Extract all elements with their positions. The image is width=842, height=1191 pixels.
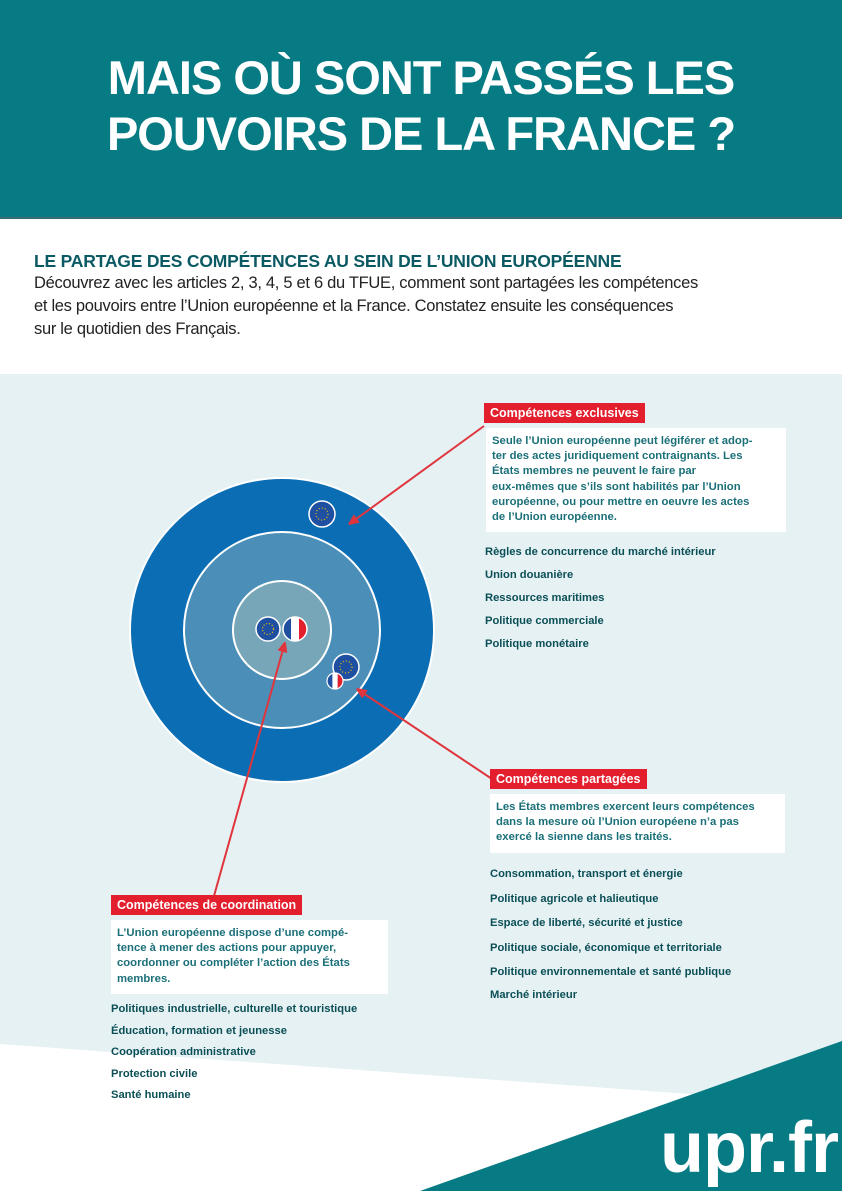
list-item: Santé humaine [111,1089,191,1101]
desc-line: coordonner ou compléter l’action des États [117,957,350,970]
list-item: Politique commerciale [485,615,604,627]
coordination-list [111,1003,357,1111]
eu-flag-icon [256,617,280,641]
exclusive-list [485,546,716,661]
list-item: Politique agricole et halieutique [490,893,659,905]
list-item: Consommation, transport et énergie [490,868,683,880]
desc-line: de l’Union européenne. [492,511,617,524]
desc-line: L’Union européenne dispose d’une compé- [117,927,348,939]
exclusive-label: Compétences exclusives [484,403,645,423]
list-item: Coopération administrative [111,1046,256,1058]
intro-line-3: sur le quotidien des Français. [34,320,241,338]
list-item: Politique monétaire [485,638,589,650]
coordination-description [111,920,388,994]
list-item: Union douanière [485,569,574,581]
title-line-1: MAIS OÙ SONT PASSÉS LES [107,51,735,104]
eu-flag-icon [309,501,335,527]
france-flag-icon [327,673,343,689]
intro-heading: LE PARTAGE DES COMPÉTENCES AU SEIN DE L’UNION EUROPÉENNE [34,251,622,271]
title-line-2: POUVOIRS DE LA FRANCE ? [106,107,736,160]
desc-line: eux-mêmes que s’ils sont habilités par l’Union [492,480,741,493]
desc-line: membres. [117,972,171,985]
intro-line-1: Découvrez avec les articles 2, 3, 4, 5 et 6 du TFUE, comment sont partagées les compétences [34,274,698,292]
desc-line: dans la mesure où l’Union européene n’a pas [496,816,739,829]
list-item: Règles de concurrence du marché intérieur [485,546,716,558]
desc-line: Seule l’Union européenne peut légiférer et adop- [492,435,753,447]
desc-line: ter des actes juridiquement contraignants. Les [492,450,743,463]
list-item: Espace de liberté, sécurité et justice [490,917,683,929]
intro-line-2: et les pouvoirs entre l’Union européenne et la France. Constatez ensuite les conséquences [34,297,674,315]
arrow-exclusive [352,426,484,522]
list-item: Marché intérieur [490,989,578,1001]
inner-ring-coordination [233,581,331,679]
desc-line: européenne, ou pour mettre en oeuvre les actes [492,495,750,508]
list-item: Éducation, formation et jeunesse [111,1024,287,1037]
list-item: Politiques industrielle, culturelle et touristique [111,1003,358,1015]
list-item: Ressources maritimes [485,592,605,604]
desc-line: tence à mener des actions pour appuyer, [117,942,337,955]
shared-list [490,868,731,1012]
list-item: Politique sociale, économique et territoriale [490,942,722,954]
desc-line: États membres ne peuvent le faire par [492,465,697,478]
desc-line: exercé la sienne dans les traités. [496,831,672,844]
coordination-label: Compétences de coordination [111,895,302,915]
france-flag-icon [283,617,307,641]
list-item: Protection civile [111,1067,198,1080]
shared-label: Compétences partagées [490,769,647,789]
desc-line: Les États membres exercent leurs compétences [496,801,755,813]
exclusive-description [486,428,786,532]
upr-logo[interactable]: upr.fr [659,1108,838,1188]
list-item: Politique environnementale et santé publique [490,966,732,978]
shared-description [490,794,785,853]
